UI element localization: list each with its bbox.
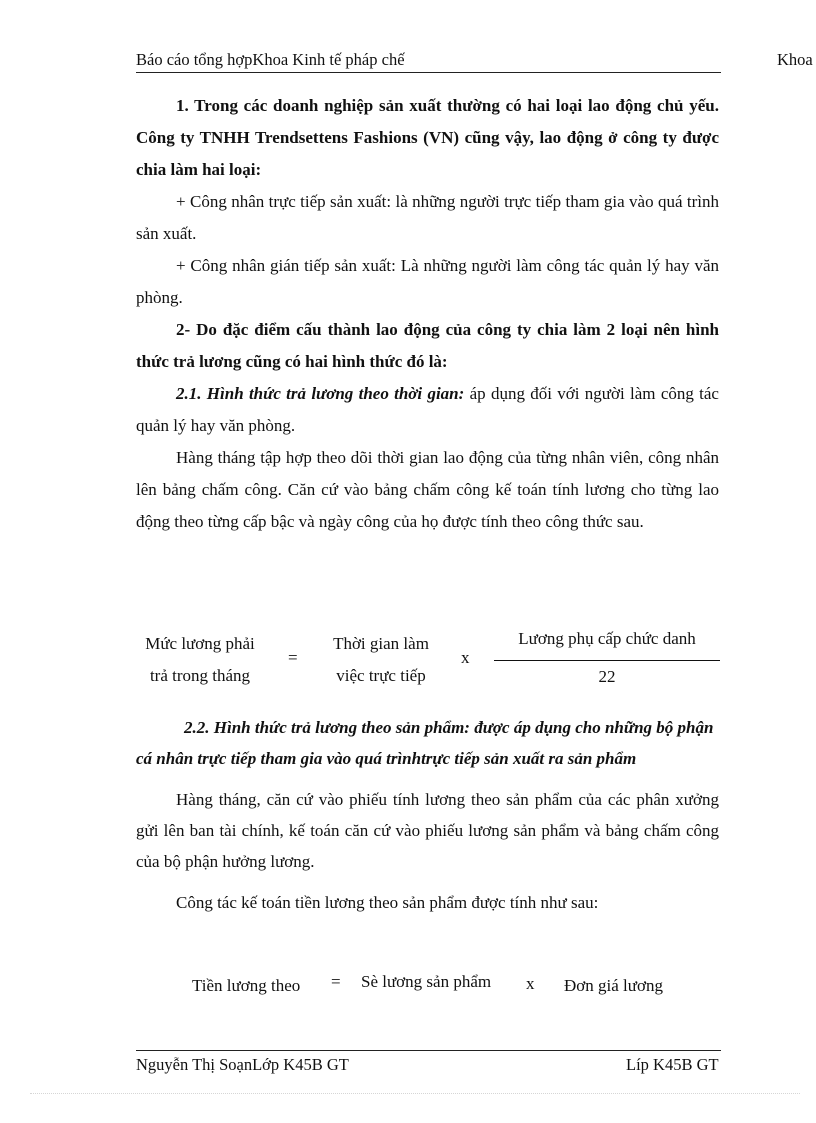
- formula1-equals: =: [288, 648, 298, 667]
- formula1-mid-line2: việc trực tiếp: [336, 666, 426, 685]
- formula1-middle-term: [321, 628, 441, 692]
- formula1-left-line2: trả trong tháng: [149, 666, 251, 685]
- formula2-equals: =: [331, 972, 341, 991]
- document-body: [136, 90, 719, 538]
- formula1-numerator: Lương phụ cấp chức danh: [494, 628, 720, 661]
- footer-right-text: Líp K45B GT: [626, 1055, 719, 1074]
- section2-heading: 2- Do đặc điểm cấu thành lao động của công ty chia làm 2 loại nên hình thức trả lương cũng có hai hình thức đó là:: [136, 320, 719, 371]
- section1-item-indirect-workers: + Công nhân gián tiếp sản xuất: Là những người làm công tác quản lý hay văn phòng.: [136, 256, 719, 307]
- time-wage-text: áp dụng đối với người làm công tác quản lý hay văn phòng.: [136, 384, 719, 435]
- page-header: [136, 50, 721, 73]
- formula1-fraction: [494, 628, 720, 693]
- section2-subsection-time-wage: [136, 378, 719, 442]
- time-wage-paragraph: Hàng tháng tập hợp theo dõi thời gian lao động của từng nhân viên, công nhân lên bảng chấm công. Căn cứ vào bảng chấm công kế toán tính lương cho từng lao động theo từng cấp bậc và ngày công của họ được tính theo công thức sau.: [136, 448, 719, 531]
- formula1-left-line1: Mức lương phải: [145, 634, 255, 653]
- formula2-times: x: [526, 974, 535, 993]
- header-left-text: Báo cáo tổng hợpKhoa Kinh tế pháp chế: [136, 50, 405, 69]
- piece-wage-paragraph: Hàng tháng, căn cứ vào phiếu tính lương theo sản phẩm của các phân xưởng gửi lên ban tài chính, kế toán căn cứ vào phiếu lương sản phẩm và bảng chấm công của bộ phận hưởng lương.: [136, 790, 719, 871]
- formula1-denominator: 22: [598, 667, 616, 686]
- document-body-continued: [136, 712, 719, 918]
- section1-item-direct-workers: + Công nhân trực tiếp sản xuất: là những người trực tiếp tham gia vào quá trình sản xuất.: [136, 192, 719, 243]
- formula2-right-term: Đơn giá lương: [564, 976, 663, 995]
- formula2-middle-term: Sè lương sản phẩm: [361, 972, 492, 991]
- time-wage-title: 2.1. Hình thức trả lương theo thời gian:: [176, 384, 465, 403]
- formula2-left-term: Tiền lương theo: [192, 976, 301, 995]
- formula1-left-term: [136, 628, 264, 692]
- header-right-text: Khoa: [777, 50, 813, 69]
- piece-wage-heading: 2.2. Hình thức trả lương theo sản phẩm: được áp dụng cho những bộ phận cá nhân trực tiếp tham gia vào quá trìnhtrực tiếp sản xuất ra sản phẩm: [136, 718, 714, 768]
- time-wage-formula: [136, 628, 721, 698]
- section1-heading: 1. Trong các doanh nghiệp sản xuất thường có hai loại lao động chủ yếu. Công ty TNHH Trendsettens Fashions (VN) cũng vậy, lao động ở công ty được chia làm hai loại:: [136, 96, 719, 179]
- footer-left-text: Nguyễn Thị SoạnLớp K45B GT: [136, 1055, 349, 1074]
- page-bottom-edge: [30, 1093, 800, 1094]
- footer-rule: [136, 1050, 721, 1051]
- piece-wage-formula: [136, 972, 721, 1006]
- formula1-times: x: [461, 648, 470, 667]
- piece-wage-intro: Công tác kế toán tiền lương theo sản phẩm được tính như sau:: [176, 893, 599, 912]
- formula1-mid-line1: Thời gian làm: [333, 634, 429, 653]
